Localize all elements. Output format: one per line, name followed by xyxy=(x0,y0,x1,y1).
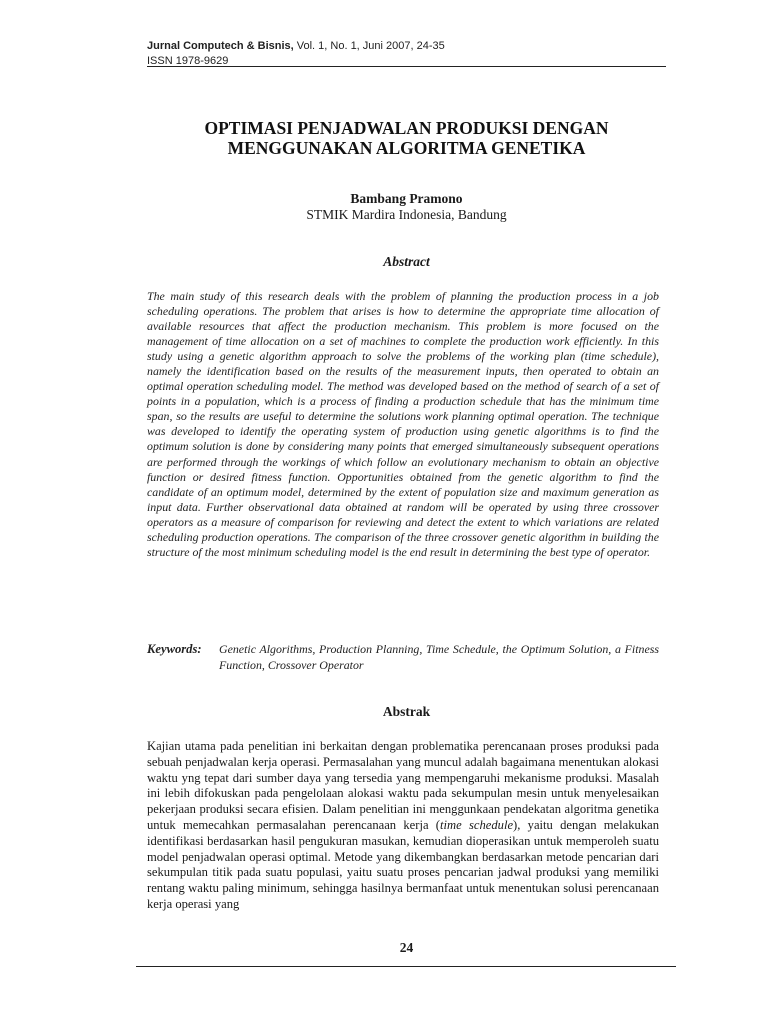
keywords xyxy=(147,642,659,673)
title-line-1: OPTIMASI PENJADWALAN PRODUKSI DENGAN xyxy=(204,118,609,138)
title-line-2: MENGGUNAKAN ALGORITMA GENETIKA xyxy=(227,138,586,158)
abstrak-text-part-1: Kajian utama pada penelitian ini berkaitan dengan problematika perencanaan proses produksi pada sebuah penjadwalan kerja operasi. Permasalahan yang muncul adalah bagaimana menentukan alokasi waktu yng tepat dari sumber daya yang tersedia yang mempengaruhi mekanisme produksi. Masalah ini lebih difokuskan pada pengelolaan alokasi waktu pada sekumpulan mesin untuk menyelesaikan pekerjaan produksi secara efisien. Dalam penelitian ini menggunkaan pendekatan algoritma genetika untuk memecahkan permasalahan perencanaan kerja ( xyxy=(147,739,659,832)
abstrak-text xyxy=(147,739,659,913)
author-name: Bambang Pramono xyxy=(350,191,463,206)
author-affiliation: STMIK Mardira Indonesia, Bandung xyxy=(306,207,507,222)
running-header xyxy=(147,38,666,67)
footer-rule xyxy=(136,966,676,967)
abstrak-emphasis: time schedule xyxy=(440,817,514,832)
abstrak-heading: Abstrak xyxy=(382,704,431,719)
paper-title xyxy=(147,118,666,158)
keywords-label: Keywords: xyxy=(147,642,202,656)
abstract-text: The main study of this research deals with the problem of planning the production process in a job scheduling operations. The problem that arises is how to determine the appropriate time allocation of available resources that affect the production mechanism. This problem is more focused on the management of time allocation on a set of machines to complete the production work efficiently. In this study using a genetic algorithm approach to solve the problems of the working plan (time schedule), namely the identification based on the results of the measurement inputs, then operated to obtain an optimal operation scheduling model. The method was developed based on the method of search of a set of points in a population, which is a process of finding a production schedule that has the minimum time span, so the results are useful to determine the solutions work planning optimal operation. The technique was developed to identify the operating system of production using genetic algorithms is to find the optimum solution is done by considering many points that emerged simultaneously subsequent operations are performed through the workings of which follow an evolutionary mechanism to obtain an objective function or desired fitness function. Opportunities obtained from the genetic algorithm to find the candidate of an optimum model, determined by the extent of population size and maximum generation as input data. Further observational data obtained at random will be operated by using three crossover operators as a measure of comparison for reviewing and detect the extent to which variations are related scheduling production operations. The comparison of the three crossover genetic algorithm in building the structure of the most minimum scheduling model is the end result in determining the best type of operator. xyxy=(147,289,659,559)
abstract-heading: Abstract xyxy=(383,254,430,269)
author-block xyxy=(147,191,666,223)
abstrak-text-part-2: ), yaitu dengan melakukan identifikasi berdasarkan hasil pengukuran masukan, kemudian dioperasikan untuk memperoleh suatu model penjadwalan operasi optimal. Metode yang dikembangkan berdasarkan metode pencarian dari sekumpulan titik pada suatu populasi, yaitu suatu proses pencarian jadwal produksi yang memiliki rentang waktu paling minimum, sehingga hasilnya bermanfaat untuk menentukan solusi perencanaan kerja operasi yang xyxy=(147,817,660,911)
journal-name: Jurnal Computech & Bisnis, xyxy=(147,40,294,52)
page-number: 24 xyxy=(399,940,414,955)
journal-citation xyxy=(147,38,666,54)
issn: ISSN 1978-9629 xyxy=(147,55,229,67)
journal-volume: Vol. 1, No. 1, Juni 2007, 24-35 xyxy=(293,40,445,52)
keywords-text: Genetic Algorithms, Production Planning, Time Schedule, the Optimum Solution, a Fitness Function, Crossover Operator xyxy=(219,642,659,672)
